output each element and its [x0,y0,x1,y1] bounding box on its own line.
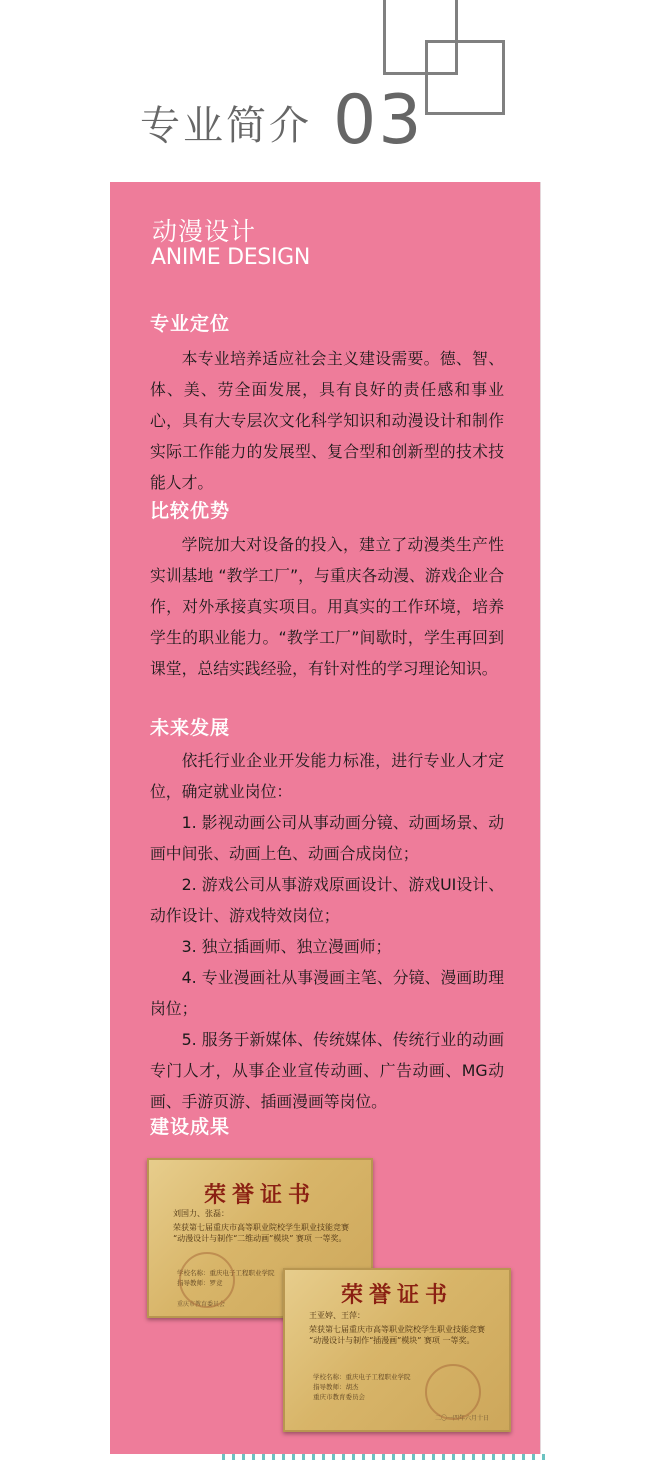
decor-square-2 [425,40,505,115]
list-item: 1. 影视动画公司从事动画分镜、动画场景、动画中间张、动画上色、动画合成岗位； [150,813,504,863]
list-item: 4. 专业漫画社从事漫画主笔、分镜、漫画助理岗位； [150,968,504,1018]
certificate-date: 二〇一四年六月十日 [434,1415,489,1422]
paragraph: 学院加大对设备的投入，建立了动漫类生产性实训基地 “教学工厂”，与重庆各动漫、游戏企业合作，对外承接真实项目。用真实的工作环境，培养学生的职业能力。“教学工厂”间歇时，学生再回到课堂，总结实践经验，有针对性的学习理论知识。 [150,535,504,678]
paragraph: 依托行业企业开发能力标准，进行专业人才定位，确定就业岗位： [150,751,504,801]
seal-icon [179,1252,235,1308]
list-item: 5. 服务于新媒体、传统媒体、传统行业的动画专门人才，从事企业宣传动画、广告动画、MG动画、手游页游、插画漫画等岗位。 [150,1030,504,1111]
text-advantages [150,529,504,684]
heading-advantages: 比较优势 [150,500,231,522]
certificate-school: 学校名称：重庆电子工程职业学院 [313,1373,411,1381]
seal-icon [425,1364,481,1420]
certificate-title: 荣誉证书 [203,1182,316,1208]
certificate-names: 刘国力、张磊： [173,1209,229,1218]
certificate-image-2 [283,1268,511,1432]
heading-positioning: 专业定位 [150,313,231,335]
list-item: 2. 游戏公司从事游戏原画设计、游戏UI设计、动作设计、游戏特效岗位； [150,875,504,925]
certificate-title: 荣誉证书 [340,1282,453,1308]
heading-future: 未来发展 [150,717,231,739]
page-title: 专业简介 [140,103,312,149]
certificate-issuer: 重庆市教育委员会 [177,1301,226,1308]
text-future [150,745,504,1117]
certificate-body: 荣获第七届重庆市高等职业院校学生职业技能竞赛 “动漫设计与制作“插漫画”模块” 赛项 一等奖。 [309,1325,485,1345]
certificate-names: 王亚婷、王萍： [309,1311,365,1320]
section-number: 03 [333,81,424,160]
heading-achievements: 建设成果 [150,1116,231,1138]
list-item: 3. 独立插画师、独立漫画师； [181,937,392,956]
major-title-en: ANIME DESIGN [151,245,311,270]
panel-edge [540,182,541,1454]
certificate-issuer: 重庆市教育委员会 [313,1393,365,1401]
dotted-divider [222,1454,550,1460]
text-positioning [150,343,504,498]
major-title-cn: 动漫设计 [152,217,257,246]
certificate-school: 学校名称：重庆电子工程职业学院 [177,1269,275,1277]
paragraph: 本专业培养适应社会主义建设需要。德、智、体、美、劳全面发展，具有良好的责任感和事业心，具有大专层次文化科学知识和动漫设计和制作实际工作能力的发展型、复合型和创新型的技术技能人才。 [150,349,504,492]
certificate-teacher: 指导教师：胡杰 [313,1383,359,1391]
certificate-teacher: 指导教师：罗竞 [177,1279,223,1287]
certificate-body: 荣获第七届重庆市高等职业院校学生职业技能竞赛 “动漫设计与制作“二维动画”模块” 赛项 一等奖。 [173,1223,349,1243]
certificate-details [313,1372,411,1402]
